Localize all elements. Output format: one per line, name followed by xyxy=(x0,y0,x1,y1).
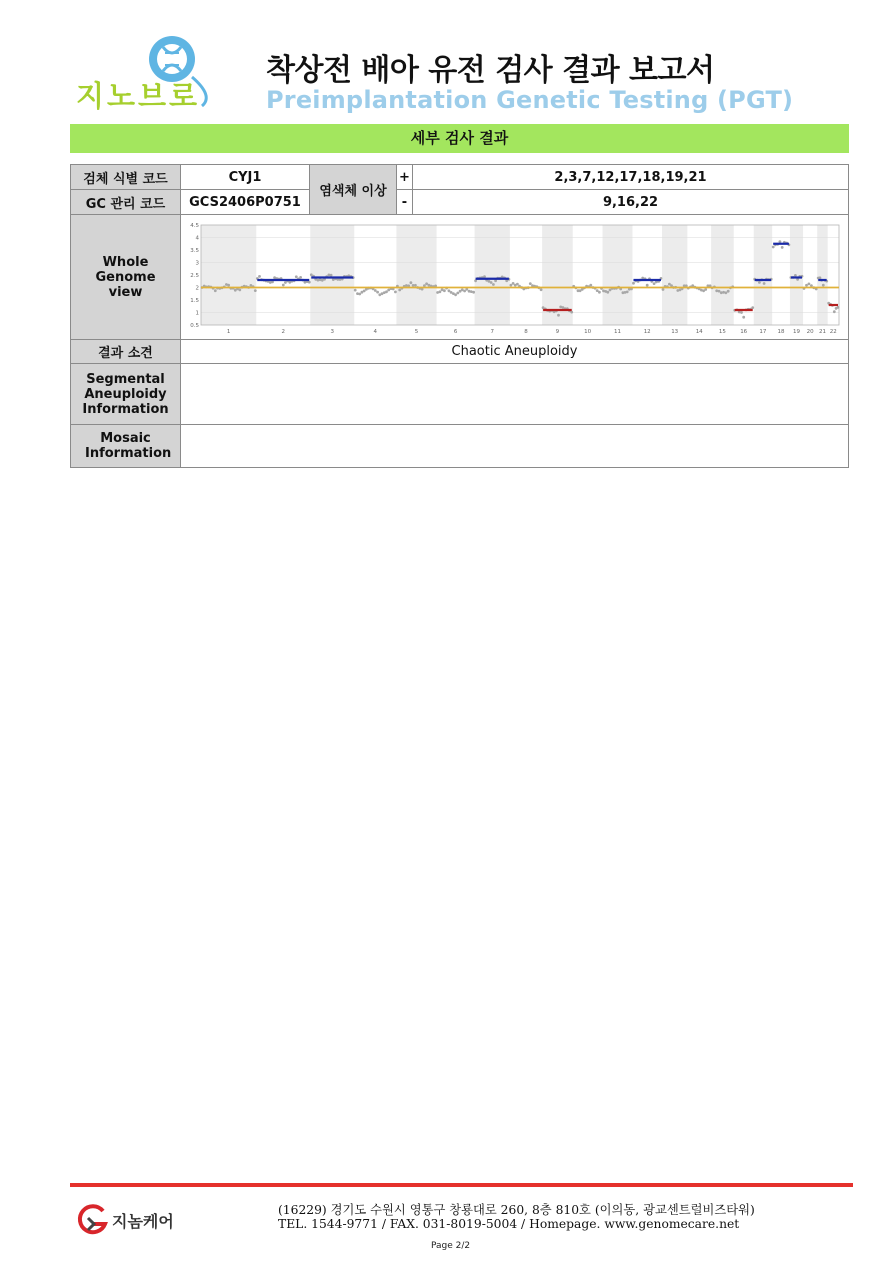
y-tick-label: 1 xyxy=(195,310,199,317)
page-number: Page 2/2 xyxy=(431,1241,471,1251)
chromosome-label: 18 xyxy=(777,329,785,335)
data-point xyxy=(463,290,466,293)
chromosome-label: 21 xyxy=(819,329,826,335)
y-tick-label: 3.5 xyxy=(190,248,199,254)
data-point xyxy=(670,284,673,287)
data-point xyxy=(742,316,745,319)
data-point xyxy=(833,310,836,313)
data-point xyxy=(398,289,401,292)
data-point xyxy=(598,291,601,294)
data-point xyxy=(772,246,775,249)
data-point xyxy=(837,306,840,309)
y-tick-label: 3 xyxy=(195,260,199,267)
data-point xyxy=(443,289,446,292)
chromosome-label: 10 xyxy=(584,329,592,335)
chromosome-label: 20 xyxy=(806,329,814,335)
data-point xyxy=(354,289,357,292)
data-point xyxy=(653,282,656,285)
chromosome-band xyxy=(754,225,772,325)
data-point xyxy=(374,289,377,292)
data-point xyxy=(763,282,766,285)
y-tick-label: 1.5 xyxy=(190,298,199,304)
data-point xyxy=(238,289,241,292)
company-name: 지놈케어 xyxy=(112,1212,174,1231)
gain-chromosomes: 2,3,7,12,17,18,19,21 xyxy=(413,165,849,190)
data-point xyxy=(794,274,797,277)
sample-id-label: 검체 식별 코드 xyxy=(71,165,181,190)
data-point xyxy=(358,293,361,296)
chromosome-label: 3 xyxy=(330,329,334,335)
chromosome-label: 15 xyxy=(718,329,726,335)
mosaic-label: Mosaic Information xyxy=(71,425,181,468)
segmental-label: Segmental Aneuploidy Information xyxy=(71,364,181,425)
data-point xyxy=(295,275,298,278)
logo-text: 지노브로 xyxy=(76,79,201,113)
data-point xyxy=(822,284,825,287)
segmental-value xyxy=(181,364,849,425)
data-point xyxy=(363,290,366,293)
data-point xyxy=(258,275,261,278)
data-point xyxy=(299,276,302,279)
data-point xyxy=(227,284,230,287)
chromosome-band xyxy=(602,225,632,325)
data-point xyxy=(570,311,573,314)
data-point xyxy=(646,284,649,287)
data-point xyxy=(740,311,743,314)
gain-sign: + xyxy=(397,165,413,190)
chromosome-band xyxy=(711,225,734,325)
data-point xyxy=(330,274,333,277)
loss-chromosomes: 9,16,22 xyxy=(413,190,849,215)
chromosome-label: 8 xyxy=(524,329,528,335)
data-point xyxy=(632,282,635,285)
mosaic-value xyxy=(181,425,849,468)
data-point xyxy=(410,281,413,284)
company-address: (16229) 경기도 수원시 영통구 창룡대로 260, 8층 810호 (이의동, 광교센트럴비즈타워) xyxy=(278,1203,755,1217)
data-point xyxy=(376,291,379,294)
company-contact: TEL. 1544-9771 / FAX. 031-8019-5004 / Homepage. www.genomecare.net xyxy=(278,1217,740,1231)
logo-wordmark xyxy=(76,74,200,115)
genomecare-g-icon xyxy=(76,1202,110,1238)
data-point xyxy=(214,289,217,292)
chromosome-label: 1 xyxy=(226,329,231,335)
finding-label: 결과 소견 xyxy=(71,340,181,364)
data-point xyxy=(423,284,426,287)
chromosome-label: 9 xyxy=(555,329,560,335)
data-point xyxy=(385,290,388,293)
y-tick-label: 2.5 xyxy=(190,273,199,279)
chromosome-band xyxy=(396,225,436,325)
data-point xyxy=(492,283,495,286)
data-point xyxy=(454,293,457,296)
y-tick-label: 4.5 xyxy=(190,223,199,229)
genobro-logo xyxy=(74,32,224,114)
data-point xyxy=(529,282,532,285)
data-point xyxy=(606,291,609,294)
data-point xyxy=(490,281,493,284)
loss-sign: - xyxy=(397,190,413,215)
chromosome-label: 13 xyxy=(671,329,679,335)
data-point xyxy=(779,240,782,243)
chromosome-label: 4 xyxy=(373,329,378,335)
chromosome-label: 22 xyxy=(829,329,837,335)
data-point xyxy=(557,314,560,317)
result-table xyxy=(70,164,849,468)
y-tick-label: 4 xyxy=(195,235,199,242)
finding-value: Chaotic Aneuploidy xyxy=(181,340,849,364)
chromosome-label: 16 xyxy=(740,329,748,335)
data-point xyxy=(781,246,784,249)
data-point xyxy=(308,281,311,284)
chromosome-label: 12 xyxy=(643,329,651,335)
data-point xyxy=(394,291,397,294)
data-point xyxy=(722,291,725,294)
y-tick-label: 2 xyxy=(195,285,199,292)
gc-code-value: GCS2406P0751 xyxy=(181,190,310,215)
data-point xyxy=(626,291,629,294)
data-point xyxy=(758,281,761,284)
chromosome-label: 19 xyxy=(793,329,800,335)
chromosome-band xyxy=(662,225,687,325)
abnormality-label: 염색체 이상 xyxy=(310,165,397,215)
data-point xyxy=(704,288,707,291)
genome-chart xyxy=(185,217,847,337)
genomecare-logo xyxy=(76,1202,186,1238)
data-point xyxy=(805,284,808,287)
data-point xyxy=(662,288,665,291)
data-point xyxy=(254,289,257,292)
data-point xyxy=(819,276,822,279)
chromosome-band xyxy=(201,225,256,325)
data-point xyxy=(456,292,459,295)
y-tick-label: 0.5 xyxy=(190,323,199,329)
data-point xyxy=(414,284,417,287)
data-point xyxy=(282,284,285,287)
data-point xyxy=(439,290,442,293)
report-title: 착상전 배아 유전 검사 결과 보고서 xyxy=(266,53,715,88)
chromosome-label: 5 xyxy=(414,329,419,335)
data-point xyxy=(510,284,513,287)
data-point xyxy=(808,283,811,286)
gc-code-label: GC 관리 코드 xyxy=(71,190,181,215)
data-point xyxy=(810,284,813,287)
data-point xyxy=(718,290,721,293)
chromosome-label: 7 xyxy=(490,329,494,335)
chromosome-label: 17 xyxy=(759,329,767,335)
footer-divider xyxy=(70,1183,853,1187)
chromosome-band xyxy=(817,225,827,325)
genome-view-label: Whole Genome view xyxy=(71,215,181,340)
sample-id-value: CYJ1 xyxy=(181,165,310,190)
chromosome-label: 14 xyxy=(695,329,703,335)
data-point xyxy=(589,284,592,287)
data-point xyxy=(516,283,519,286)
data-point xyxy=(751,306,754,309)
data-point xyxy=(472,291,475,294)
data-point xyxy=(727,290,730,293)
chromosome-label: 6 xyxy=(453,329,458,335)
data-point xyxy=(540,288,543,291)
chromosome-label: 2 xyxy=(281,329,286,335)
data-point xyxy=(483,275,486,278)
genome-view-cell xyxy=(181,215,849,340)
report-subtitle: Preimplantation Genetic Testing (PGT) xyxy=(266,86,794,114)
chromosome-label: 11 xyxy=(614,329,621,335)
chromosome-band xyxy=(475,225,510,325)
data-point xyxy=(725,291,728,294)
section-title: 세부 검사 결과 xyxy=(70,124,849,153)
